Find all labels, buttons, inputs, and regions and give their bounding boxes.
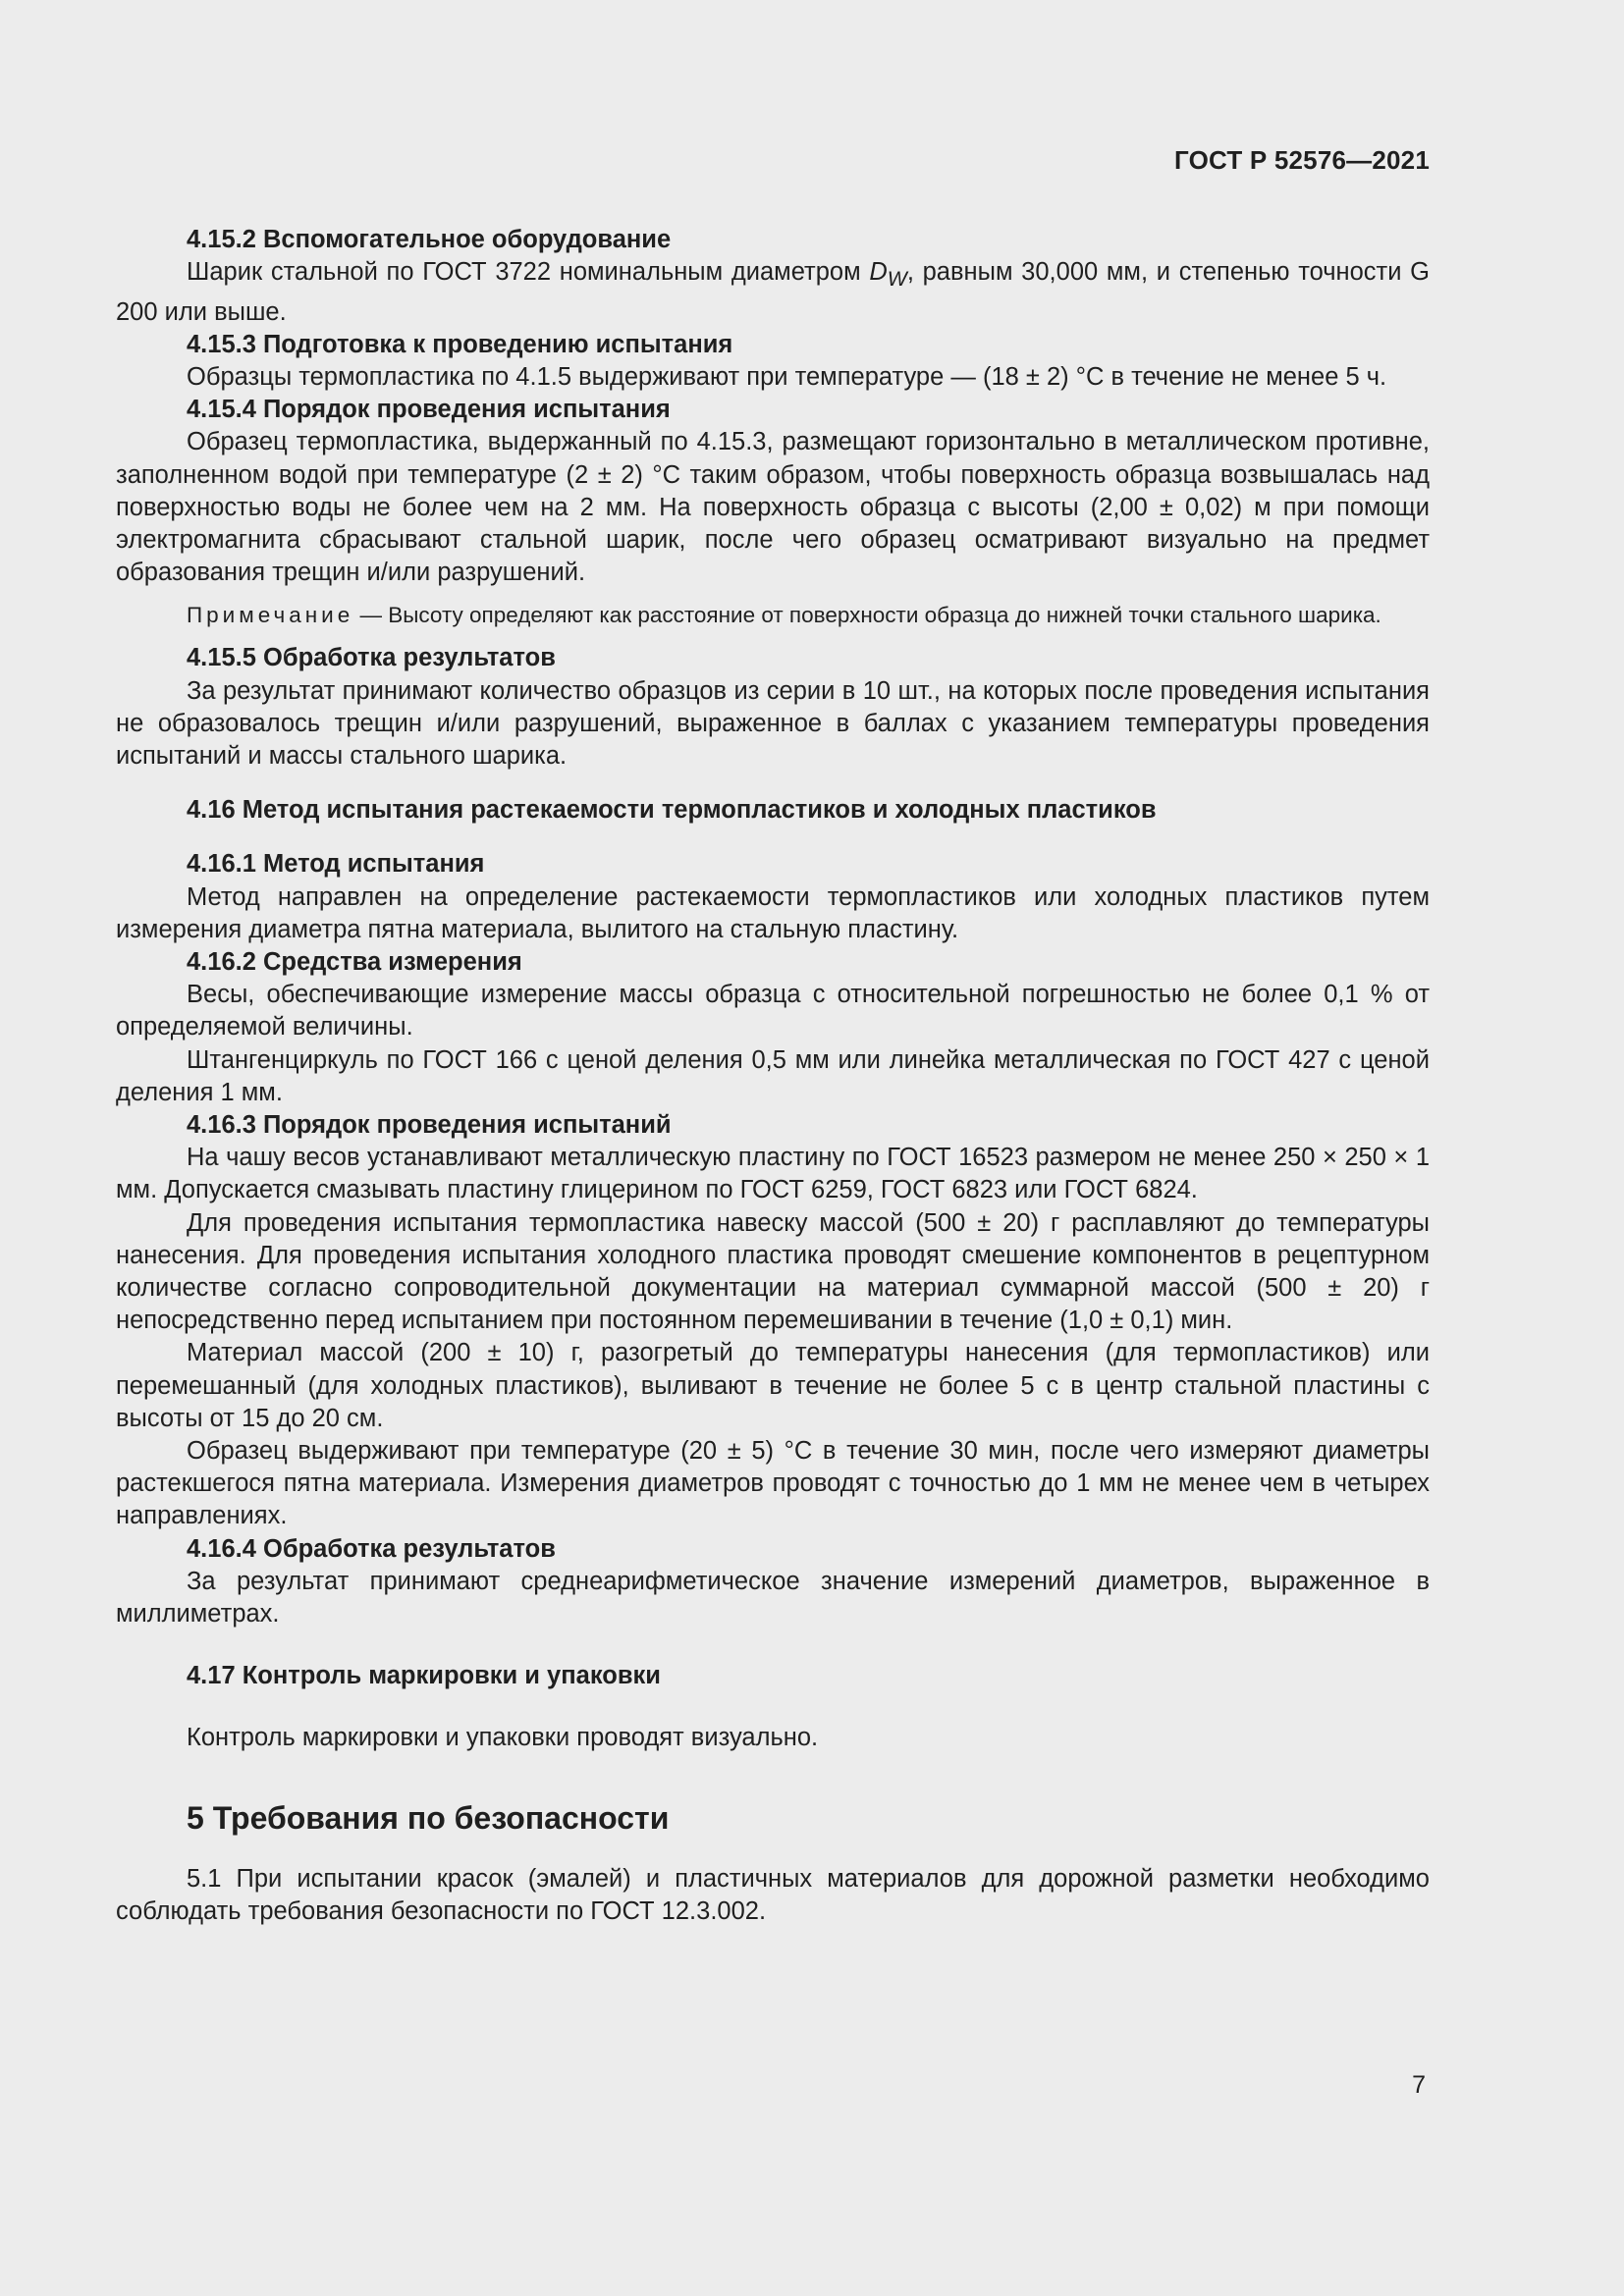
paragraph-4-15-2 (116, 256, 1430, 329)
heading-4-15-4: 4.15.4 Порядок проведения испытания (187, 396, 671, 424)
note-text: — Высоту определяют как расстояние от поверхности образца до нижней точки стального шарика. (353, 603, 1381, 628)
heading-4-17: 4.17 Контроль маркировки и упаковки (187, 1662, 661, 1690)
paragraph-4-16-2-b: Штангенциркуль по ГОСТ 166 с ценой деления 0,5 мм или линейка металлическая по ГОСТ 427 с ценой деления 1 мм. (116, 1045, 1430, 1106)
paragraph-4-17: Контроль маркировки и упаковки проводят визуально. (187, 1724, 819, 1752)
text-run: Шарик стальной по ГОСТ 3722 номинальным диаметром (187, 258, 870, 287)
text-run: , равным 30,000 мм, и степенью точности G 200 или выше. (116, 258, 1430, 326)
variable-d: D (869, 258, 888, 287)
paragraph-5-1: 5.1 При испытании красок (эмалей) и пластичных материалов для дорожной разметки необходимо соблюдать требования безопасности по ГОСТ 12.3.002. (116, 1864, 1430, 1925)
heading-4-16-1: 4.16.1 Метод испытания (187, 850, 485, 879)
paragraph-4-15-4: Образец термопластика, выдержанный по 4.15.3, размещают горизонтально в металлическом противне, заполненном водой при температуре (2 ± 2) °С таким образом, чтобы поверхность образца возвышалась над поверхностью воды не более чем на 2 мм. На поверхность образца с высоты (2,00 ± 0,02) м при помощи электромагнита сбрасывают стальной шарик, после чего образец осматривают визуально на предмет образования трещин и/или разрушений. (116, 428, 1430, 587)
paragraph-4-16-1: Метод направлен на определение растекаемости термопластиков или холодных пластиков путем измерения диаметра пятна материала, вылитого на стальную пластину. (116, 882, 1430, 943)
paragraph-4-16-2-a: Весы, обеспечивающие измерение массы образца с относительной погрешностью не более 0,1 % от определяемой величины. (116, 981, 1430, 1041)
heading-4-15-5: 4.15.5 Обработка результатов (187, 644, 556, 672)
paragraph-4-16-3-b: Для проведения испытания термопластика навеску массой (500 ± 20) г расплавляют до температуры нанесения. Для проведения испытания холодного пластика проводят смешение компонентов в рецептурном количестве согласно сопроводительной документации на материал суммарной массой (500 ± 20) г непосредственно перед испытанием при постоянном перемешивании в течение (1,0 ± 0,1) мин. (116, 1208, 1430, 1335)
heading-4-16: 4.16 Метод испытания растекаемости термопластиков и холодных пластиков (187, 796, 1157, 825)
paragraph-4-16-4: За результат принимают среднеарифметическое значение измерений диаметров, выраженное в миллиметрах. (116, 1567, 1430, 1629)
heading-section-5: 5 Требования по безопасности (187, 1799, 670, 1836)
paragraph-4-15-3: Образцы термопластика по 4.1.5 выдерживают при температуре — (18 ± 2) °С в течение не менее 5 ч. (187, 362, 1387, 391)
variable-subscript: W (887, 267, 907, 292)
note-label: Примечание (187, 603, 354, 628)
heading-4-16-3: 4.16.3 Порядок проведения испытаний (187, 1110, 672, 1139)
heading-4-16-4: 4.16.4 Обработка результатов (187, 1534, 556, 1563)
paragraph-4-15-5: За результат принимают количество образцов из серии в 10 шт., на которых после проведения испытания не образовалось трещин и/или разрушений, выраженное в баллах с указанием температуры проведения испытаний и массы стального шарика. (116, 676, 1430, 770)
note (116, 601, 1430, 630)
heading-4-16-2: 4.16.2 Средства измерения (187, 947, 522, 976)
heading-4-15-3: 4.15.3 Подготовка к проведению испытания (187, 330, 733, 358)
paragraph-4-16-3-c: Материал массой (200 ± 10) г, разогретый до температуры нанесения (для термопластиков) или перемешанный (для холодных пластиков), выливают в течение не более 5 с в центр стальной пластины с высоты от 15 до 20 см. (116, 1339, 1430, 1432)
document-body (116, 224, 1430, 1928)
page-number: 7 (1412, 2071, 1426, 2099)
paragraph-4-16-3-a: На чашу весов устанавливают металлическую пластину по ГОСТ 16523 размером не менее 250 × 250 × 1 мм. Допускается смазывать пластину глицерином по ГОСТ 6259, ГОСТ 6823 или ГОСТ 6824. (116, 1144, 1430, 1204)
document-number: ГОСТ Р 52576—2021 (1174, 145, 1430, 175)
paragraph-4-16-3-d: Образец выдерживают при температуре (20 ± 5) °С в течение 30 мин, после чего измеряют диаметры растекшегося пятна материала. Измерения диаметров проводят с точностью до 1 мм не менее чем в четырех направлениях. (116, 1437, 1430, 1530)
heading-4-15-2: 4.15.2 Вспомогательное оборудование (187, 226, 672, 253)
